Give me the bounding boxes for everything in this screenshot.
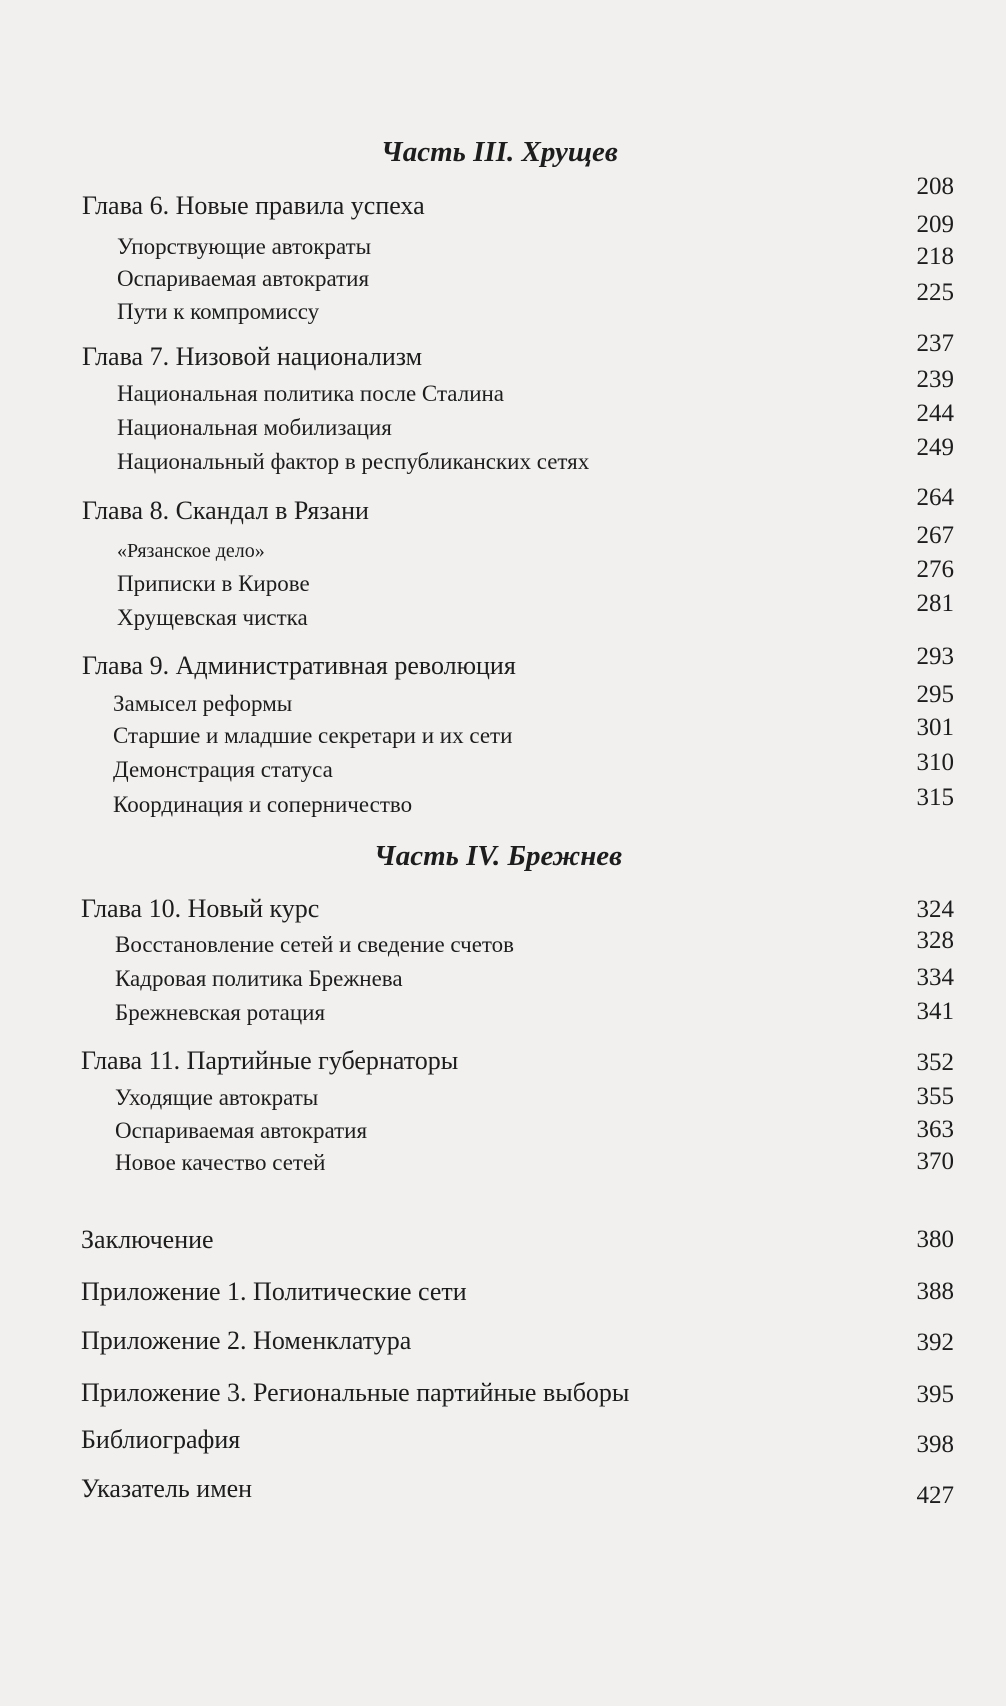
page-number: 218 <box>916 243 954 270</box>
page-number: 341 <box>916 998 954 1025</box>
page-number: 225 <box>916 279 954 306</box>
chapter-title: Глава 6. Новые правила успеха <box>82 191 425 220</box>
page-number: 355 <box>916 1083 954 1110</box>
section-title: Замысел реформы <box>113 691 293 716</box>
page-number: 328 <box>916 927 954 954</box>
chapter-title: Глава 10. Новый курс <box>81 894 320 923</box>
chapter-title: Глава 11. Партийные губернаторы <box>81 1046 459 1075</box>
page-number: 388 <box>916 1278 954 1305</box>
section-title: Брежневская ротация <box>115 1000 326 1025</box>
page-number: 380 <box>916 1226 954 1253</box>
page-number: 315 <box>916 784 954 811</box>
page-number: 310 <box>916 749 954 776</box>
page-number: 267 <box>916 522 954 549</box>
section-title: Национальная мобилизация <box>117 415 392 440</box>
backmatter-title: Приложение 3. Региональные партийные выборы <box>81 1378 630 1407</box>
page-number: 249 <box>916 434 954 461</box>
page-number: 293 <box>916 643 954 670</box>
page-number: 392 <box>916 1329 954 1356</box>
section-title: Кадровая политика Брежнева <box>115 966 403 991</box>
section-title: Координация и соперничество <box>113 792 413 817</box>
page-number: 363 <box>916 1116 954 1143</box>
page-number: 244 <box>916 400 954 427</box>
chapter-title: Глава 9. Административная революция <box>82 651 516 680</box>
section-title: «Рязанское дело» <box>117 540 265 562</box>
part-heading: Часть III. Хрущев <box>381 136 618 168</box>
section-title: Национальный фактор в республиканских сетях <box>117 449 590 474</box>
chapter-title: Глава 8. Скандал в Рязани <box>82 496 369 525</box>
section-title: Новое качество сетей <box>115 1150 326 1175</box>
page-number: 301 <box>916 714 954 741</box>
page-number: 209 <box>916 211 954 238</box>
page-number: 398 <box>916 1431 954 1458</box>
page-number: 281 <box>916 590 954 617</box>
section-title: Оспариваемая автократия <box>117 266 370 291</box>
page-number: 276 <box>916 556 954 583</box>
page-number: 324 <box>916 896 954 923</box>
page-number: 427 <box>916 1482 954 1509</box>
page-number: 264 <box>916 484 954 511</box>
page-number: 295 <box>916 681 954 708</box>
section-title: Приписки в Кирове <box>117 571 310 596</box>
section-title: Восстановление сетей и сведение счетов <box>115 932 515 957</box>
page-number: 395 <box>916 1381 954 1408</box>
backmatter-title: Приложение 2. Номенклатура <box>81 1326 412 1355</box>
part-heading: Часть IV. Брежнев <box>374 840 623 872</box>
section-title: Старшие и младшие секретари и их сети <box>113 723 513 748</box>
page-number: 208 <box>916 173 954 200</box>
backmatter-title: Указатель имен <box>81 1474 253 1503</box>
chapter-title: Глава 7. Низовой национализм <box>82 342 423 371</box>
backmatter-title: Приложение 1. Политические сети <box>81 1277 467 1306</box>
section-title: Уходящие автократы <box>115 1085 319 1110</box>
section-title: Хрущевская чистка <box>117 605 308 630</box>
section-title: Упорствующие автократы <box>117 234 372 259</box>
section-title: Оспариваемая автократия <box>115 1118 368 1143</box>
page-number: 239 <box>916 366 954 393</box>
page-number: 352 <box>916 1049 954 1076</box>
section-title: Пути к компромиссу <box>117 299 320 324</box>
backmatter-title: Библиография <box>81 1425 241 1454</box>
section-title: Демонстрация статуса <box>113 757 333 782</box>
page-number: 237 <box>916 330 954 357</box>
page-number: 334 <box>916 964 954 991</box>
page-number: 370 <box>916 1148 954 1175</box>
section-title: Национальная политика после Сталина <box>117 381 505 406</box>
backmatter-title: Заключение <box>81 1225 214 1254</box>
